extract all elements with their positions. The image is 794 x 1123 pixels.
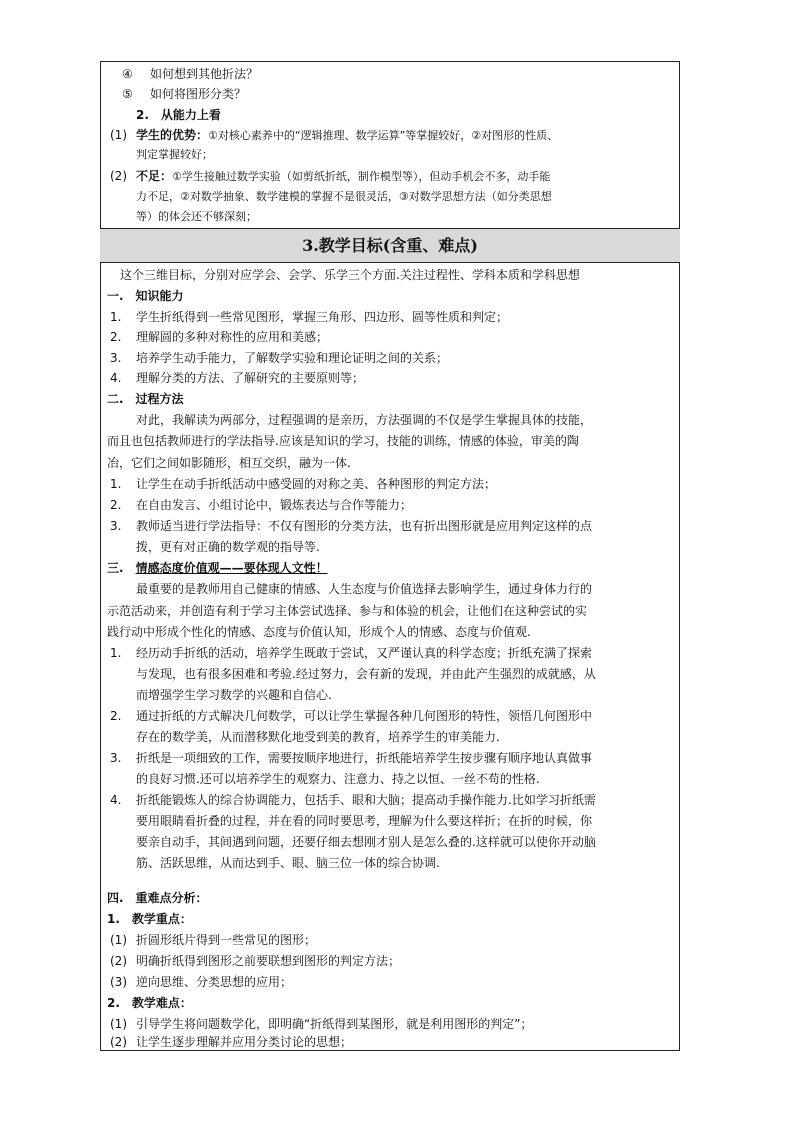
list-item: 拨，更有对正确的数学观的指导等. [136,540,320,554]
item-number: (2) [110,1035,127,1049]
item-number: 1. [110,646,122,660]
item-number: (1) [110,128,127,142]
weakness-line: 等）的体会还不够深刻； [136,210,257,223]
item-number: 3. [110,519,122,533]
item-number: 1. [110,310,122,324]
advantage-line: 判定掌握较好； [136,148,213,161]
list-item: 教师适当进行学法指导：不仅有图形的分类方法，也有折出图形就是应用判定这样的点 [136,519,593,533]
list-item: 在自由发言、小组讨论中，锻炼表达与合作等能力； [136,498,413,512]
list-item: 让学生逐步理解并应用分类讨论的思想； [136,1035,353,1049]
difficulty-heading: 2. 教学难点： [107,996,192,1010]
paragraph-line: 最重要的是教师用自己健康的情感、人生态度与价值选择去影响学生，通过身体力行的 [136,582,593,596]
list-item: 理解圆的多种对称性的应用和美感； [136,330,329,344]
intro-text: 这个三维目标，分别对应学会、会学、乐学三个方面.关注过程性、学科本质和学科思想 [120,268,580,282]
item-number: 2. [110,498,122,512]
item-number: 4. [110,793,122,807]
list-item: 而增强学生学习数学的兴趣和自信心. [136,688,332,702]
item-number: (2) [110,169,127,183]
list-item: 与发现，也有很多困难和考验.经过努力，会有新的发现，并由此产生强烈的成就感，从 [136,667,596,681]
item-number: 2. [110,330,122,344]
paragraph-line: 对此，我解读为两部分，过程强调的是亲历，方法强调的不仅是学生掌握具体的技能， [136,413,593,427]
ability-heading: 2. 从能力上看 [136,108,221,122]
item-number: ④ [122,67,133,81]
advantage-line: 学生的优势：①对核心素养中的“逻辑推理、数学运算”等掌握较好，②对图形的性质、 [136,128,559,142]
paragraph-line: 践行动中形成个性化的情感、态度与价值认知，形成个人的情感、态度与价值观. [107,625,531,639]
item-number: (1) [110,1017,127,1031]
list-item: 理解分类的方法、了解研究的主要原则等； [136,371,365,385]
list-item: 培养学生动手能力，了解数学实验和理论证明之间的关系； [136,351,449,365]
list-item: 要用眼睛看折叠的过程，并在看的同时要思考，理解为什么要这样折；在折的时候，你 [136,814,593,828]
item-number: 1. [110,477,122,491]
list-item: 折纸是一项细致的工作，需要按顺序地进行，折纸能培养学生按步骤有顺序地认真做事 [136,751,593,765]
list-item: 筋、活跃思维，从而达到手、眼、脑三位一体的综合协调. [136,856,440,870]
paragraph-line: 示范活动来，并创造有利于学习主体尝试选择、参与和体验的机会，让他们在这种尝试的实 [107,604,588,618]
list-item: 折圆形纸片得到一些常见的图形； [136,933,317,947]
item-number: 2. [110,709,122,723]
item-number: 3. [110,751,122,765]
section-header: 3.教学目标(含重、难点) [100,228,680,263]
item-number: (1) [110,933,127,947]
list-item: 的良好习惯.还可以培养学生的观察力、注意力、持之以恒、一丝不苟的性格. [136,772,540,786]
analysis-heading: 四. 重难点分析： [107,891,208,905]
list-item: 引导学生将问题数学化，即明确“折纸得到某图形，就是利用图形的判定”； [136,1017,533,1031]
question-item: 如何将图形分类？ [150,87,247,101]
list-item: 经历动手折纸的活动，培养学生既敢于尝试，又严谨认真的科学态度；折纸充满了探索 [136,646,593,660]
emotion-heading: 三. 情感态度价值观——要体现人文性！ [107,561,328,575]
list-item: 存在的数学美，从而潜移默化地受到美的教育，培养学生的审美能力. [136,730,500,744]
weakness-line: 力不足，②对数学抽象、数学建模的掌握不是很灵活，③对数学思想方法（如分类思想 [136,190,552,203]
weakness-line: 不足：①学生接触过数学实验（如剪纸折纸，制作模型等），但动手机会不多，动手能 [136,169,551,183]
process-heading: 二. 过程方法 [107,392,184,406]
list-item: 逆向思维、分类思想的应用； [136,975,293,989]
list-item: 折纸能锻炼人的综合协调能力，包括手、眼和大脑；提高动手操作能力.比如学习折纸需 [136,793,596,807]
paragraph-line: 而且也包括教师进行的学法指导.应该是知识的学习，技能的训练，情感的体验，审美的陶 [107,434,579,448]
item-number: 3. [110,351,122,365]
key-points-heading: 1. 教学重点： [107,912,192,926]
knowledge-heading: 一. 知识能力 [107,289,184,303]
list-item: 要亲自动手，其间遇到问题，还要仔细去想刚才别人是怎么叠的.这样就可以使你开动脑 [136,835,596,849]
item-number: (3) [110,975,127,989]
item-number: 4. [110,371,122,385]
item-number: ⑤ [122,87,133,101]
list-item: 通过折纸的方式解决几何数学，可以让学生掌握各种几何图形的特性，领悟几何图形中 [136,709,593,723]
question-item: 如何想到其他折法？ [150,67,259,81]
list-item: 明确折纸得到图形之前要联想到图形的判定方法； [136,954,401,968]
paragraph-line: 冶，它们之间如影随形，相互交织，融为一体. [107,456,351,470]
list-item: 学生折纸得到一些常见图形，掌握三角形、四边形、圆等性质和判定； [136,310,509,324]
item-number: (2) [110,954,127,968]
list-item: 让学生在动手折纸活动中感受圆的对称之美、各种图形的判定方法； [136,477,497,491]
